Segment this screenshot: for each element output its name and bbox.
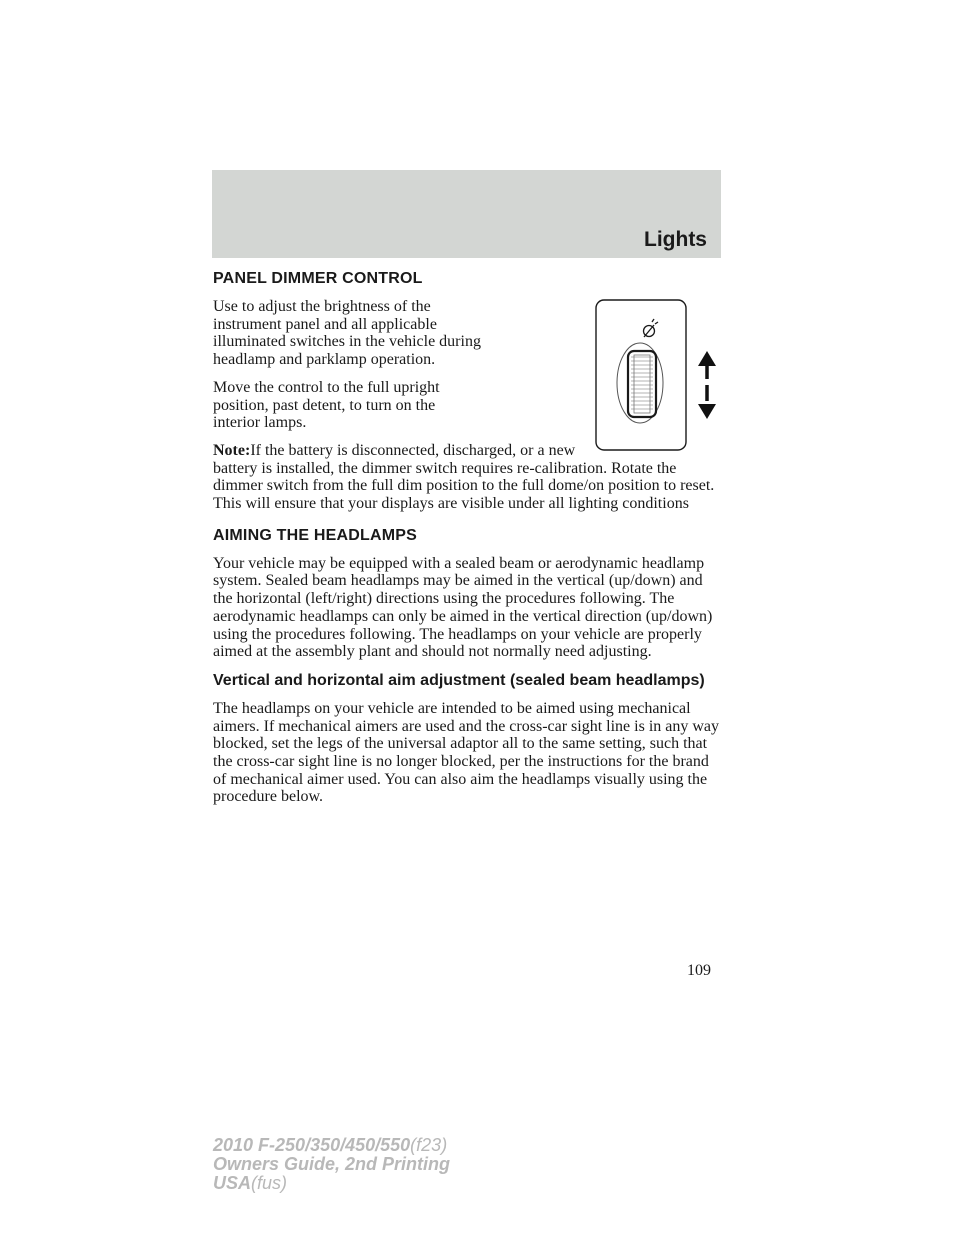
page-content [213,269,723,816]
panel-dimmer-figure [593,271,723,451]
panel-dimmer-icon [593,271,723,451]
footer-line-3 [213,1174,450,1193]
panel-dimmer-heading: PANEL DIMMER CONTROL [213,270,423,287]
aiming-subheading: Vertical and horizontal aim adjustment (sealed beam headlamps) [213,671,705,689]
up-down-arrow-icon [698,351,716,419]
aiming-heading: AIMING THE HEADLAMPS [213,526,417,544]
note-label: Note: [213,441,251,459]
section-title: Lights [644,228,707,251]
panel-dimmer-paragraph-1: Use to adjust the brightness of the instrument panel and all applicable illuminated switches in the vehicle during headlamp and parklamp operation. [213,298,481,369]
footer-guide: Owners Guide, 2nd Printing [213,1154,451,1174]
aiming-paragraph-2: The headlamps on your vehicle are intended to be aimed using mechanical aimers. If mechanical aimers are used and the cross-car sight line is in any way blocked, set the legs of the universal adaptor all to the same setting, such that the cross-car sight line is no longer blocked, per the instructions for the brand of mechanical aimer used. You can also aim the headlamps visually using the procedure below. [213,699,720,806]
panel-dimmer-note [213,442,723,513]
section-header-band [212,170,721,258]
note-text: If the battery is disconnected, discharged, or a new battery is installed, the dimmer switch requires re-calibration. Rotate the dimmer switch from the full dim position to the full dome/on position to reset. This will ensure that your displays are visible under all lighting conditions [213,441,715,513]
page-number: 109 [687,962,711,979]
aiming-paragraph-1: Your vehicle may be equipped with a sealed beam or aerodynamic headlamp system. Sealed beam headlamps may be aimed in the vertical (up/down) and the horizontal (left/right) directions using the procedures following. The aerodynamic headlamps can only be aimed in the vertical direction (up/down) using the procedures following. The headlamps on your vehicle are properly aimed at the assembly plant and should not normally need adjusting. [213,554,713,661]
panel-dimmer-paragraph-2: Move the control to the full upright position, past detent, to turn on the interior lamps. [213,378,440,432]
footer-region-code: (fus) [251,1173,288,1193]
footer-line-1 [213,1136,450,1155]
footer-model-code: (f23) [410,1135,448,1155]
footer-model: 2010 F-250/350/450/550 [213,1135,411,1155]
footer-imprint [213,1136,450,1193]
footer-region: USA [213,1173,252,1193]
